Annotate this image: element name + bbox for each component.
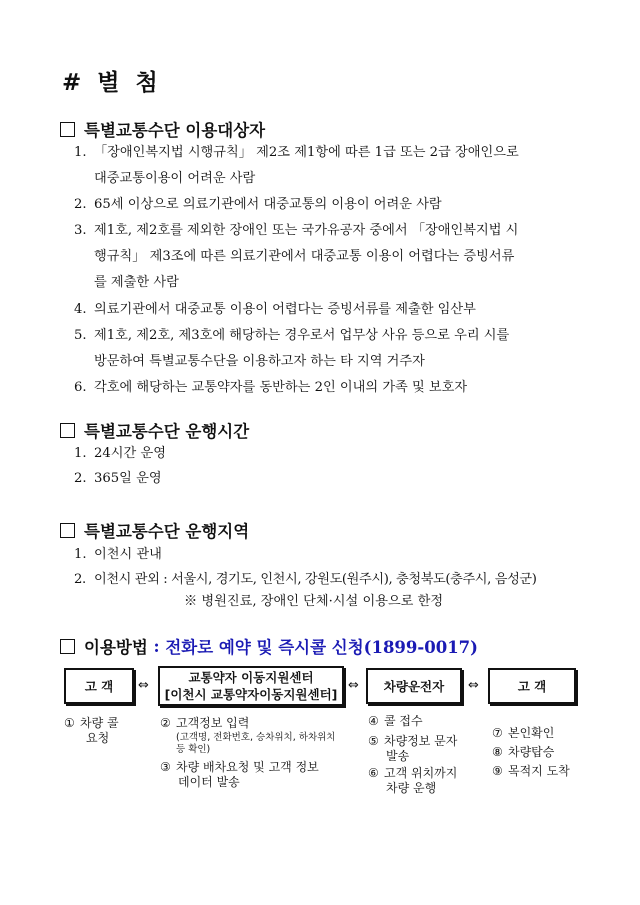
step-5: ⑤ 차량정보 문자 발송 xyxy=(368,734,458,763)
step-1: ① 차량 콜 요청 xyxy=(64,716,119,745)
step-4: ④ 콜 접수 xyxy=(368,714,423,728)
list-item-continuation: 대중교통이용이 어려운 사람 xyxy=(94,171,256,186)
step-9: ⑨ 목적지 도착 xyxy=(492,764,570,778)
step-6: ⑥ 고객 위치까지 차량 운행 xyxy=(368,766,458,795)
phone-highlight: 전화로 예약 및 즉시콜 신청(1899-0017) xyxy=(165,638,478,657)
list-item-continuation: 방문하여 특별교통수단을 이용하고자 하는 타 지역 거주자 xyxy=(94,354,425,369)
section-title: 특별교통수단 이용대상자 xyxy=(84,121,266,140)
section-hours-heading xyxy=(60,418,249,442)
list-item: 6. 각호에 해당하는 교통약자를 동반하는 2인 이내의 가족 및 보호자 xyxy=(74,380,468,395)
section-title: 이용방법 xyxy=(84,638,148,657)
list-item: 1. 이천시 관내 xyxy=(74,547,162,562)
bidirectional-arrow-icon: ⇔ xyxy=(348,678,359,693)
checkbox-square xyxy=(60,639,75,654)
list-item: 4. 의료기관에서 대중교통 이용이 어렵다는 증빙서류를 제출한 임산부 xyxy=(74,302,476,317)
section-title: 특별교통수단 운행시간 xyxy=(84,422,250,441)
step-7: ⑦ 본인확인 xyxy=(492,726,555,740)
page-title: # 별 첨 xyxy=(62,69,162,96)
section-usage-heading: 이용방법 : 전화로 예약 및 즉시콜 신청(1899-0017) xyxy=(60,634,478,658)
step-8: ⑧ 차량탑승 xyxy=(492,745,555,759)
list-item: 2. 365일 운영 xyxy=(74,471,162,486)
list-item: 2. 이천시 관외 : 서울시, 경기도, 인천시, 강원도(원주시), 충청북도(충주시, 음성군) xyxy=(74,572,537,587)
mobility-center-box: 교통약자 이동지원센터 [이천시 교통약자이동지원센터] xyxy=(158,666,344,706)
bidirectional-arrow-icon: ⇔ xyxy=(468,678,479,693)
list-item: 5. 제1호, 제2호, 제3호에 해당하는 경우로서 업무상 사유 등으로 우리 시를 xyxy=(74,328,510,343)
list-item: 2. 65세 이상으로 의료기관에서 대중교통의 이용이 어려운 사람 xyxy=(74,197,442,212)
driver-box: 차량운전자 xyxy=(366,668,462,704)
list-item: 1. 「장애인복지법 시행규칙」 제2조 제1항에 따른 1급 또는 2급 장애인으로 xyxy=(74,145,519,160)
checkbox-square xyxy=(60,122,75,137)
step-3: ③ 차량 배차요청 및 고객 정보 데이터 발송 xyxy=(160,760,319,789)
step-2: ② 고객정보 입력 xyxy=(160,716,250,730)
customer-box: 고 객 xyxy=(64,668,134,704)
bidirectional-arrow-icon: ⇔ xyxy=(138,678,149,693)
list-item-continuation: 를 제출한 사람 xyxy=(94,275,179,290)
section-eligibility-heading xyxy=(60,117,265,141)
list-item-continuation: 행규칙」 제3조에 따른 의료기관에서 대중교통 이용이 어렵다는 증빙서류 xyxy=(94,249,515,264)
list-item: 3. 제1호, 제2호를 제외한 장애인 또는 국가유공자 중에서 「장애인복지법 시 xyxy=(74,223,519,238)
note: ※ 병원진료, 장애인 단체·시설 이용으로 한정 xyxy=(184,594,444,609)
checkbox-square xyxy=(60,523,75,538)
checkbox-square xyxy=(60,423,75,438)
customer-box: 고 객 xyxy=(488,668,576,704)
list-item: 1. 24시간 운영 xyxy=(74,446,166,461)
step-2-detail: (고객명, 전화번호, 승차위치, 하차위치 등 확인) xyxy=(176,732,336,755)
section-area-heading xyxy=(60,518,249,542)
section-title: 특별교통수단 운행지역 xyxy=(84,522,250,541)
